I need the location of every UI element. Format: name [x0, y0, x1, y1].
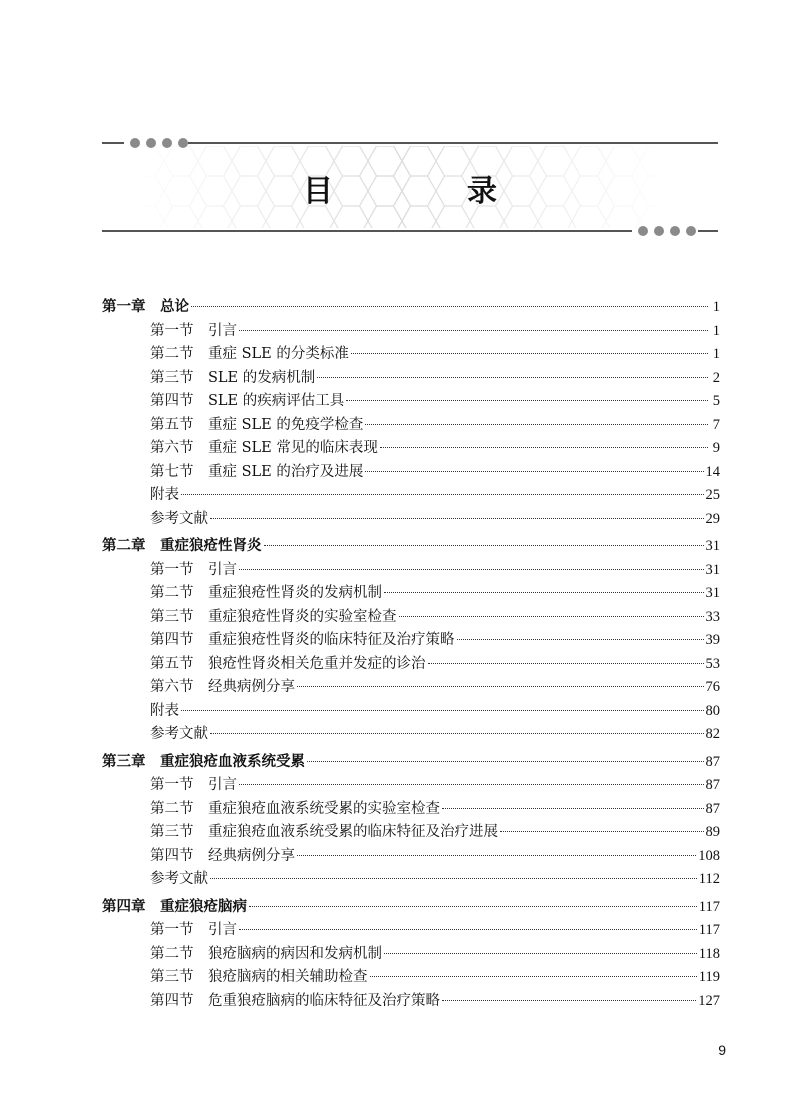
toc-chapter-entry-label: 第三章 重症狼疮血液系统受累	[102, 753, 305, 770]
toc-section-entry[interactable]	[102, 320, 720, 344]
dot-leader	[297, 855, 696, 856]
toc-section-entry-page: 25	[705, 487, 720, 503]
top-rule-left	[102, 142, 124, 144]
dot-leader	[181, 494, 704, 495]
dot-leader	[307, 761, 704, 762]
toc-section-entry-label: 第二节 狼疮脑病的病因和发病机制	[150, 945, 382, 962]
toc-section-entry[interactable]	[102, 868, 720, 892]
dot-leader	[428, 663, 704, 664]
toc-section-entry-label: 第二节 重症 SLE 的分类标准	[150, 346, 349, 362]
toc-section-entry-page: 2	[712, 369, 720, 386]
dot-leader	[500, 831, 704, 832]
dot-leader	[210, 878, 697, 879]
toc-section-entry[interactable]	[102, 582, 720, 606]
toc-section-entry-label: 第三节 重症狼疮血液系统受累的临床特征及治疗进展	[150, 824, 498, 840]
toc-section-entry-label: 参考文献	[150, 726, 208, 742]
toc-section-entry[interactable]	[102, 653, 720, 677]
toc-section-entry-label: 第六节 重症 SLE 常见的临床表现	[150, 440, 378, 456]
dot-leader	[384, 592, 704, 593]
toc-chapter-entry-label: 第一章 总论	[102, 299, 189, 315]
toc-section-entry-label: 第二节 重症狼疮性肾炎的发病机制	[150, 585, 382, 601]
dot-leader	[210, 733, 704, 734]
toc-section-entry[interactable]	[102, 437, 720, 461]
toc-section-entry-label: 附表	[150, 487, 179, 503]
toc-chapter-entry-page: 31	[705, 538, 720, 554]
toc-chapter-entry[interactable]	[102, 535, 720, 559]
dot-leader	[317, 377, 708, 378]
bottom-rule	[102, 230, 632, 232]
toc-section-entry-label: 第一节 引言	[150, 322, 237, 339]
toc-section-entry-label: 第三节 狼疮脑病的相关辅助检查	[150, 969, 368, 985]
toc-section-entry-label: 第一节 引言	[150, 561, 237, 578]
toc-section-entry-page: 39	[705, 632, 720, 648]
table-of-contents	[102, 296, 720, 1013]
toc-section-entry-page: 87	[705, 800, 720, 817]
toc-section-entry-page: 118	[698, 945, 720, 962]
toc-section-entry-page: 108	[698, 847, 720, 864]
toc-section-entry-page: 119	[698, 969, 720, 985]
toc-section-entry[interactable]	[102, 700, 720, 724]
dot-leader	[346, 400, 708, 401]
toc-section-entry-page: 9	[712, 440, 720, 456]
toc-chapter-entry-label: 第四章 重症狼疮脑病	[102, 898, 247, 915]
toc-section-entry[interactable]	[102, 508, 720, 532]
toc-section-entry-page: 76	[705, 679, 720, 695]
toc-section-entry-page: 80	[705, 702, 720, 719]
toc-section-entry-page: 89	[705, 824, 720, 840]
toc-section-entry-page: 5	[712, 393, 720, 409]
toc-section-entry-page: 31	[705, 585, 720, 601]
dot-leader	[239, 569, 704, 570]
toc-section-entry[interactable]	[102, 484, 720, 508]
toc-section-entry-page: 33	[705, 608, 720, 625]
toc-section-entry[interactable]	[102, 821, 720, 845]
toc-section-entry-page: 1	[712, 346, 720, 362]
top-rule	[188, 142, 718, 144]
toc-section-entry-label: 第七节 重症 SLE 的治疗及进展	[150, 463, 364, 480]
toc-chapter-entry-page: 87	[705, 753, 720, 770]
dot-leader	[370, 976, 697, 977]
dot-leader	[239, 784, 704, 785]
dot-leader	[181, 710, 704, 711]
dot-leader	[380, 447, 708, 448]
page-number: 9	[718, 1042, 726, 1058]
toc-section-entry[interactable]	[102, 461, 720, 485]
toc-section-entry-page: 82	[705, 726, 720, 742]
toc-section-entry-page: 1	[712, 322, 720, 339]
toc-section-entry-label: 第一节 引言	[150, 922, 237, 938]
dot-leader	[351, 353, 708, 354]
dot-leader	[399, 616, 704, 617]
toc-section-entry-label: 第四节 重症狼疮性肾炎的临床特征及治疗策略	[150, 632, 455, 648]
page-title: 目 录	[303, 174, 549, 209]
toc-section-entry[interactable]	[102, 798, 720, 822]
toc-section-entry[interactable]	[102, 845, 720, 869]
bottom-dots	[638, 226, 696, 236]
toc-chapter-entry-label: 第二章 重症狼疮性肾炎	[102, 538, 262, 554]
toc-section-entry-page: 7	[712, 416, 720, 433]
toc-section-entry[interactable]	[102, 343, 720, 367]
dot-leader	[210, 518, 704, 519]
dot-leader	[239, 330, 708, 331]
toc-section-entry-label: 第四节 危重狼疮脑病的临床特征及治疗策略	[150, 992, 440, 1009]
dot-leader	[365, 471, 703, 472]
toc-section-entry[interactable]	[102, 390, 720, 414]
toc-chapter-entry[interactable]	[102, 751, 720, 775]
dot-leader	[365, 424, 708, 425]
toc-section-entry-label: 附表	[150, 702, 179, 719]
toc-section-entry-label: 第三节 SLE 的发病机制	[150, 369, 316, 386]
toc-section-entry[interactable]	[102, 774, 720, 798]
toc-section-entry[interactable]	[102, 629, 720, 653]
toc-section-entry-page: 127	[698, 992, 720, 1009]
toc-section-entry[interactable]	[102, 966, 720, 990]
toc-section-entry-label: 第一节 引言	[150, 777, 237, 793]
toc-section-entry[interactable]	[102, 367, 720, 391]
toc-section-entry[interactable]	[102, 559, 720, 583]
toc-section-entry-page: 31	[705, 561, 720, 578]
toc-section-entry[interactable]	[102, 990, 720, 1014]
dot-leader	[297, 686, 704, 687]
toc-section-entry-label: 第二节 重症狼疮血液系统受累的实验室检查	[150, 800, 440, 817]
dot-leader	[457, 639, 704, 640]
toc-section-entry-label: 第四节 经典病例分享	[150, 847, 295, 864]
toc-section-entry[interactable]	[102, 723, 720, 747]
toc-chapter-entry[interactable]	[102, 896, 720, 920]
toc-chapter-entry-page: 117	[698, 898, 720, 915]
toc-chapter-entry[interactable]	[102, 296, 720, 320]
header-banner	[0, 0, 800, 260]
toc-section-entry-label: 第四节 SLE 的疾病评估工具	[150, 393, 345, 409]
dot-leader	[442, 808, 704, 809]
toc-section-entry-label: 第五节 狼疮性肾炎相关危重并发症的诊治	[150, 655, 426, 672]
toc-section-entry-label: 参考文献	[150, 871, 208, 887]
toc-section-entry[interactable]	[102, 606, 720, 630]
toc-section-entry-label: 参考文献	[150, 510, 208, 527]
toc-section-entry-label: 第六节 经典病例分享	[150, 679, 295, 695]
toc-section-entry-label: 第五节 重症 SLE 的免疫学检查	[150, 416, 364, 433]
top-dots	[130, 138, 188, 148]
dot-leader	[191, 306, 708, 307]
toc-section-entry-page: 14	[705, 463, 720, 480]
toc-section-entry[interactable]	[102, 414, 720, 438]
toc-section-entry-page: 87	[705, 777, 720, 793]
dot-leader	[264, 545, 704, 546]
toc-section-entry[interactable]	[102, 919, 720, 943]
toc-chapter-entry-page: 1	[712, 299, 720, 315]
toc-section-entry-page: 53	[705, 655, 720, 672]
toc-section-entry-page: 29	[705, 510, 720, 527]
toc-section-entry-page: 117	[698, 922, 720, 938]
toc-section-entry-page: 112	[698, 871, 720, 887]
toc-section-entry[interactable]	[102, 943, 720, 967]
dot-leader	[442, 1000, 696, 1001]
dot-leader	[384, 953, 697, 954]
dot-leader	[249, 906, 697, 907]
bottom-rule-right	[698, 230, 718, 232]
toc-section-entry-label: 第三节 重症狼疮性肾炎的实验室检查	[150, 608, 397, 625]
dot-leader	[239, 929, 697, 930]
toc-section-entry[interactable]	[102, 676, 720, 700]
